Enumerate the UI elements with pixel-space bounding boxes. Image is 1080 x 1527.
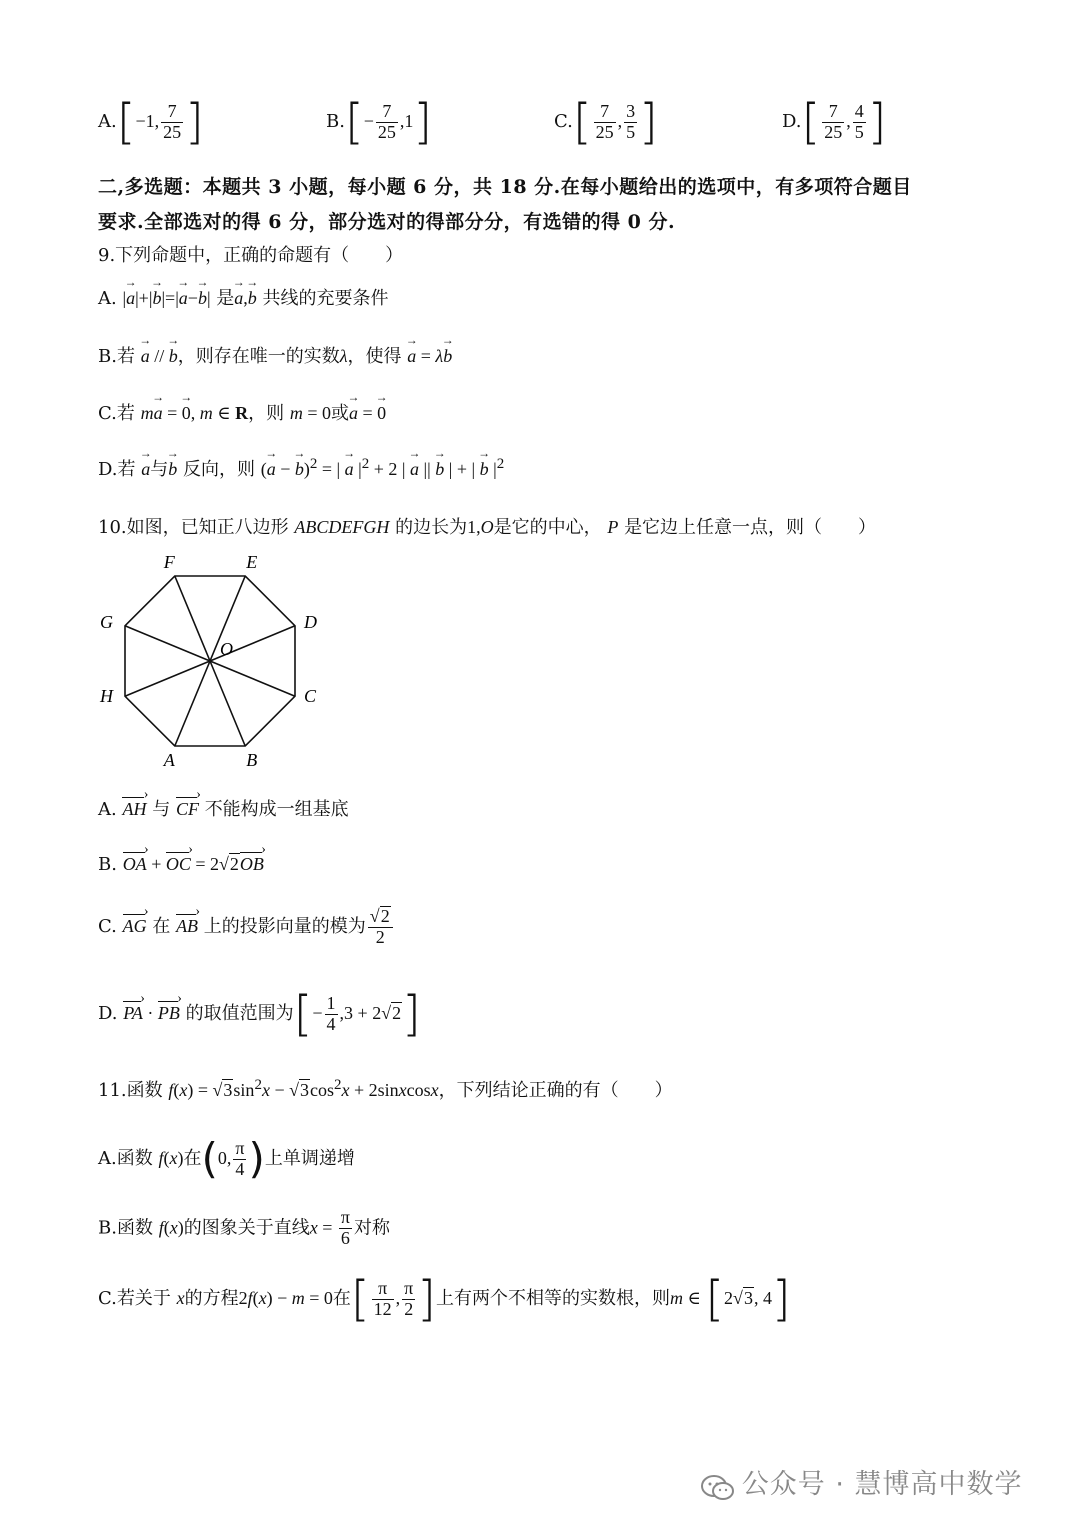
q9-stem: 9.下列命题中，正确的命题有（ ） bbox=[98, 245, 404, 266]
vertex-label-a: A bbox=[163, 749, 175, 770]
q10-option-b: B. OA › + OC › = 2√2OB › bbox=[98, 852, 264, 875]
octagon-shape bbox=[125, 576, 295, 746]
vertex-label-c: C bbox=[303, 686, 317, 707]
center-label-o: O bbox=[220, 639, 233, 659]
vertex-label-e: E bbox=[246, 552, 258, 573]
vertex-label-f: F bbox=[163, 552, 175, 573]
q11-option-c: C.若关于 x的方程2f(x) − m = 0在[ $\frac{\pi}{12}$ , $\frac{\pi}{2}$ ]上有两个不相等的实数根，则m ∈ [2√3, 4] bbox=[98, 1271, 791, 1327]
watermark-text: 公众号 · 慧博高中数学 bbox=[741, 1469, 1023, 1500]
vertex-label-g: G bbox=[100, 611, 114, 632]
q8-option-a: A.[−1, $\frac{7}{25}$ ] bbox=[98, 94, 204, 150]
watermark bbox=[700, 1462, 1022, 1502]
section2-heading-line2: 要求.全部选对的得 6 分，部分选对的得部分分，有选错的得 0 分. bbox=[98, 211, 676, 233]
q10-option-a: A. AH › 与 CF › 不能构成一组基底 bbox=[98, 795, 349, 821]
q9-option-d: D.若 → a与→ b 反向，则 (→ a − → b)$^2$ = | → a $|^2 + 2$ | → a || → b | + | → b $|^2$ bbox=[98, 455, 504, 481]
section2-heading-line1: 二,多选题：本题共 3 小题，每小题 6 分，共 18 分.在每小题给出的选项中，有多项符合题目 bbox=[98, 176, 912, 198]
q10-option-d: D. PA › · PB › 的取值范围为[− $\frac{1}{4}$ ,3 + 2√2] bbox=[98, 990, 421, 1038]
q10-stem: 10.如图，已知正八边形 ABCDEFGH 的边长为1,O是它的中心， P 是它边上任意一点，则（ ） bbox=[98, 517, 877, 538]
q8-option-d: D.[ $\frac{7}{25}$ , $\frac{4}{5}$ ] bbox=[782, 94, 887, 150]
q9-option-a: A. |→ a|+|→ b|=|→ a−→ b| 是→ a,→ b 共线的充要条件 bbox=[98, 284, 389, 310]
octagon-figure bbox=[100, 552, 320, 770]
vertex-label-h: H bbox=[100, 686, 114, 707]
q8-option-c: C.[ $\frac{7}{25}$ , $\frac{3}{5}$ ] bbox=[554, 94, 658, 150]
wechat-icon bbox=[700, 1474, 736, 1502]
q10-option-c: C. AG › 在 AB › 上的投影向量的模为 $\frac{√2}{2}$ bbox=[98, 906, 395, 948]
q11-stem: 11.函数 $f(x) = √3\sin^2x - √3\cos^2x$ + 2sinxcosx，下列结论正确的有（ ） bbox=[98, 1077, 673, 1101]
q8-option-b: B.[− $\frac{7}{25}$ ,1] bbox=[326, 94, 433, 150]
vertex-label-b: B bbox=[246, 749, 258, 770]
vertex-label-d: D bbox=[303, 611, 317, 632]
q11-option-b: B.函数 f(x)的图象关于直线x = $\frac{\pi}{6}$ 对称 bbox=[98, 1207, 390, 1248]
q9-option-b: B.若 → a // → b，则存在唯一的实数λ，使得 → a = λ→ b bbox=[98, 342, 452, 368]
q11-option-a: A.函数 f(x)在(0, $\frac{\pi}{4}$ )上单调递增 bbox=[98, 1134, 355, 1183]
q9-option-c: C.若 m→ a = → 0, m ∈ R，则 m = 0或→ a = → 0 bbox=[98, 399, 386, 425]
